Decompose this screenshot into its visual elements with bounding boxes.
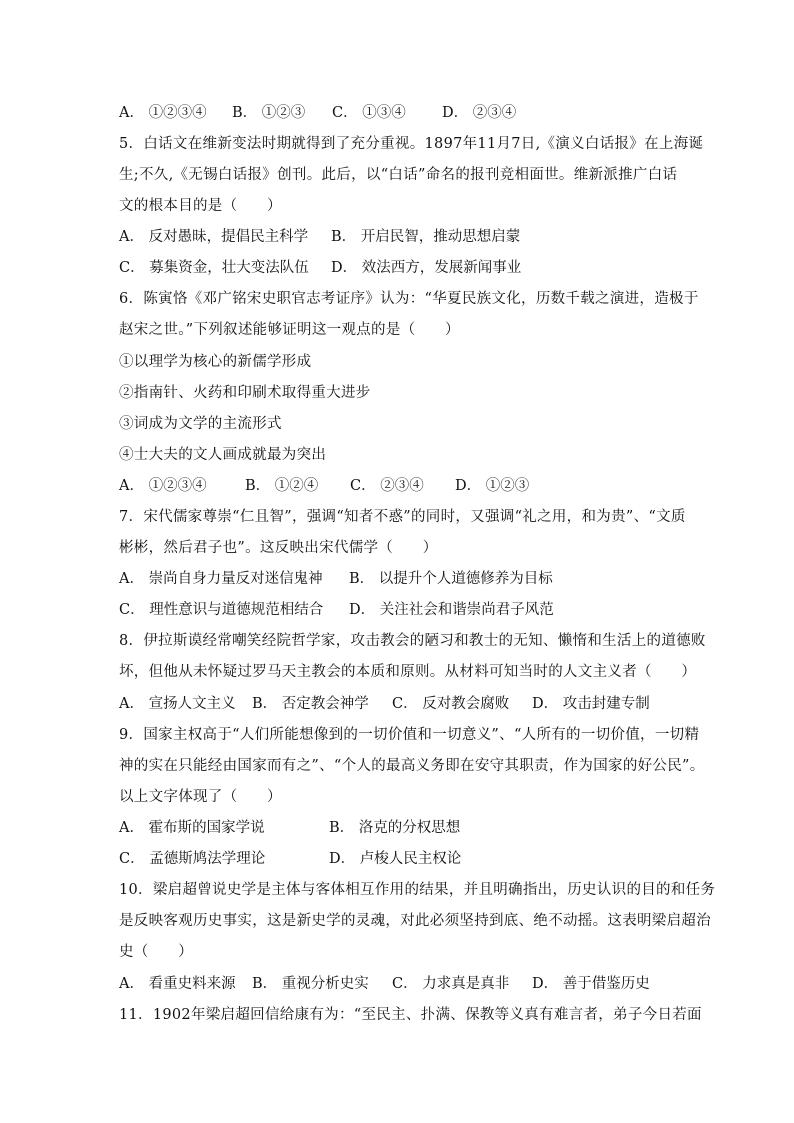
option-a: A． ①②③④: [119, 105, 207, 121]
question-text-line: 7．宋代儒家尊崇“仁且智”，强调“知者不惑”的同时，又强调“礼之用，和为贵”、“文质: [119, 509, 686, 525]
question-text-line: 9．国家主权高于“人们所能想像到的一切价值和一切意义”、“人所有的一切价值，一切精: [119, 727, 700, 743]
option-b: B． 否定教会神学: [252, 696, 369, 712]
option-d: D． ②③④: [442, 105, 517, 121]
question-text-line: 赵宋之世。”下列叙述能够证明这一观点的是（ ）: [119, 322, 460, 338]
question-text-line: 是反映客观历史事实，这是新史学的灵魂，对此必须坚持到底、绝不动摇。这表明梁启超治: [119, 913, 711, 929]
option-c: C． 募集资金，壮大变法队伍: [119, 260, 309, 276]
statement-item: ①以理学为核心的新儒学形成: [119, 354, 312, 370]
question-text-line: 坏，但他从未怀疑过罗马天主教会的本质和原则。从材料可知当时的人文主义者（ ）: [119, 664, 697, 680]
option-c: C． 反对教会腐败: [392, 696, 510, 712]
question-text-line: 8．伊拉斯谟经常嘲笑经院哲学家，攻击教会的陋习和教士的无知、懒惰和生活上的道德败: [119, 633, 706, 649]
option-c: C． 孟德斯鸠法学理论: [119, 851, 266, 867]
question-text-line: 5．白话文在维新变法时期就得到了充分重视。1897年11月7日,《演义白话报》在上海诞: [119, 136, 704, 152]
option-a: A． 反对愚昧，提倡民主科学: [119, 229, 309, 245]
option-d: D． ①②③: [455, 478, 530, 494]
statement-item: ③词成为文学的主流形式: [119, 416, 282, 432]
question-text-line: 神的实在只能经由国家而有之”、“个人的最高义务即在安守其职责，作为国家的好公民”。: [119, 758, 705, 774]
question-text-line: 6．陈寅恪《邓广铭宋史职官志考证序》认为：“华夏民族文化，历数千载之演进，造极于: [119, 291, 699, 307]
option-c: C． ②③④: [350, 478, 424, 494]
option-c: C． 力求真是真非: [392, 976, 510, 992]
option-b: B． ①②④: [245, 478, 319, 494]
option-c: C． 理性意识与道德规范相结合: [119, 602, 324, 618]
option-c: C． ①③④: [332, 105, 406, 121]
question-text-line: 11．1902年梁启超回信给康有为：“至民主、扑满、保教等义真有难言者，弟子今日若面: [119, 1007, 702, 1023]
question-text-line: 文的根本目的是（ ）: [119, 198, 282, 214]
question-text-line: 10．梁启超曾说史学是主体与客体相互作用的结果，并且明确指出，历史认识的目的和任务: [119, 882, 716, 898]
option-a: A． 霍布斯的国家学说: [119, 820, 265, 836]
option-a: A． 宣扬人文主义: [119, 696, 236, 712]
option-d: D． 效法西方，发展新闻事业: [331, 260, 522, 276]
option-a: A． 看重史料来源: [119, 976, 236, 992]
question-text-line: 彬彬，然后君子也”。这反映出宋代儒学（ ）: [119, 540, 438, 556]
option-b: B． 以提升个人道德修养为目标: [349, 571, 553, 587]
option-a: A． ①②③④: [119, 478, 207, 494]
option-b: B． 开启民智，推动思想启蒙: [331, 229, 521, 245]
question-text-line: 以上文字体现了（ ）: [119, 789, 282, 805]
option-b: B． ①②③: [232, 105, 306, 121]
statement-item: ④士大夫的文人画成就最为突出: [119, 447, 327, 463]
option-d: D． 攻击封建专制: [532, 696, 650, 712]
option-d: D． 卢梭人民主权论: [329, 851, 462, 867]
question-text-line: 史（ ）: [119, 944, 193, 960]
option-b: B． 洛克的分权思想: [329, 820, 461, 836]
option-d: D． 善于借鉴历史: [532, 976, 650, 992]
option-d: D． 关注社会和谐崇尚君子风范: [349, 602, 554, 618]
option-b: B． 重视分析史实: [252, 976, 369, 992]
option-a: A． 崇尚自身力量反对迷信鬼神: [119, 571, 323, 587]
question-text-line: 生;不久,《无锡白话报》创刊。此后，以“白话”命名的报刊竞相面世。维新派推广白话: [119, 167, 678, 183]
statement-item: ②指南针、火药和印刷术取得重大进步: [119, 385, 371, 401]
